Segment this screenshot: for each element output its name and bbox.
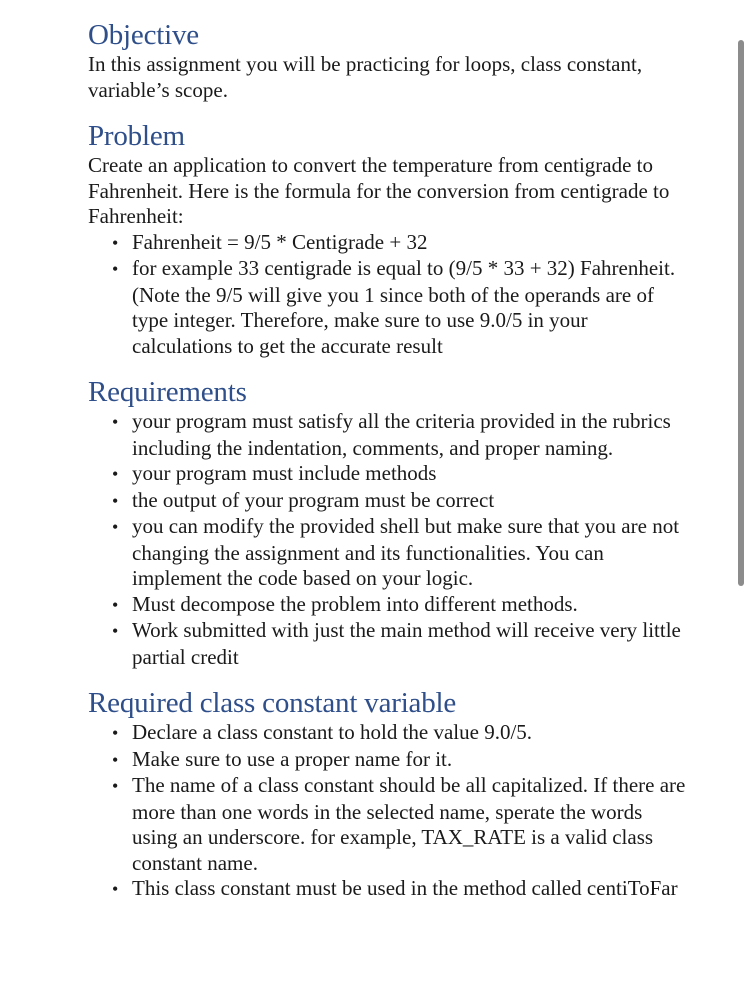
- class-constant-list: [88, 720, 688, 903]
- list-item-text: Fahrenheit = 9/5 * Centigrade + 32: [132, 229, 428, 254]
- problem-text: Create an application to convert the temperature from centigrade to Fahrenheit. Here is the formula for the conversion from centigrade to Fahrenheit:: [88, 153, 670, 228]
- list-item: [112, 720, 688, 747]
- list-item-text: The name of a class constant should be all capitalized. If there are more than one words in the selected name, sperate the words using an underscore. for example, TAX_RATE is a valid class constant name.: [132, 773, 686, 875]
- spacer: [88, 359, 688, 375]
- list-item: [112, 256, 688, 359]
- spacer: [88, 103, 688, 119]
- bullet-icon: •: [112, 259, 119, 279]
- bullet-icon: •: [112, 464, 119, 484]
- requirements-list: [88, 409, 688, 670]
- list-item: [112, 488, 688, 515]
- list-item-text: Must decompose the problem into different methods.: [132, 591, 578, 616]
- list-item: [112, 876, 688, 903]
- list-item: [112, 514, 688, 592]
- bullet-icon: •: [112, 490, 119, 511]
- list-item: [112, 773, 688, 876]
- list-item: [112, 747, 688, 774]
- list-item: [112, 592, 688, 619]
- list-item-text: the output of your program must be correct: [132, 487, 495, 512]
- list-item: [112, 461, 688, 488]
- bullet-icon: •: [112, 776, 119, 796]
- class-constant-heading: Required class constant variable: [88, 687, 457, 719]
- list-item: [112, 618, 688, 670]
- list-item-text: Work submitted with just the main method will receive very little partial credit: [132, 618, 681, 669]
- bullet-icon: •: [112, 232, 119, 253]
- list-item: [112, 230, 688, 257]
- bullet-icon: •: [112, 517, 119, 537]
- bullet-icon: •: [112, 412, 119, 432]
- bullet-icon: •: [112, 879, 119, 899]
- bullet-icon: •: [112, 621, 119, 641]
- list-item-text: your program must satisfy all the criteria provided in the rubrics including the indentation, comments, and proper naming.: [132, 409, 671, 460]
- problem-list: [88, 230, 688, 360]
- problem-heading: Problem: [88, 120, 185, 152]
- list-item-text: This class constant must be used in the method called centiToFar: [132, 876, 678, 900]
- bullet-icon: •: [112, 594, 119, 615]
- objective-text: In this assignment you will be practicing for loops, class constant, variable’s scope.: [88, 52, 643, 102]
- requirements-heading: Requirements: [88, 376, 247, 408]
- objective-heading: Objective: [88, 19, 199, 51]
- list-item: [112, 409, 688, 461]
- list-item-text: for example 33 centigrade is equal to (9/5 * 33 + 32) Fahrenheit. (Note the 9/5 will give you 1 since both of the operands are of type integer. Therefore, make sure to use 9.0/5 in your calculations to get the accurate result: [132, 256, 676, 358]
- document-content: [88, 18, 688, 903]
- bullet-icon: •: [112, 723, 119, 743]
- list-item-text: you can modify the provided shell but make sure that you are not changing the assignment and its functionalities. You can implement the code based on your logic.: [132, 514, 680, 590]
- list-item-text: your program must include methods: [132, 461, 437, 485]
- list-item-text: Declare a class constant to hold the value 9.0/5.: [132, 720, 533, 744]
- scrollbar[interactable]: [738, 40, 744, 586]
- list-item-text: Make sure to use a proper name for it.: [132, 746, 453, 771]
- spacer: [88, 670, 688, 686]
- bullet-icon: •: [112, 749, 119, 770]
